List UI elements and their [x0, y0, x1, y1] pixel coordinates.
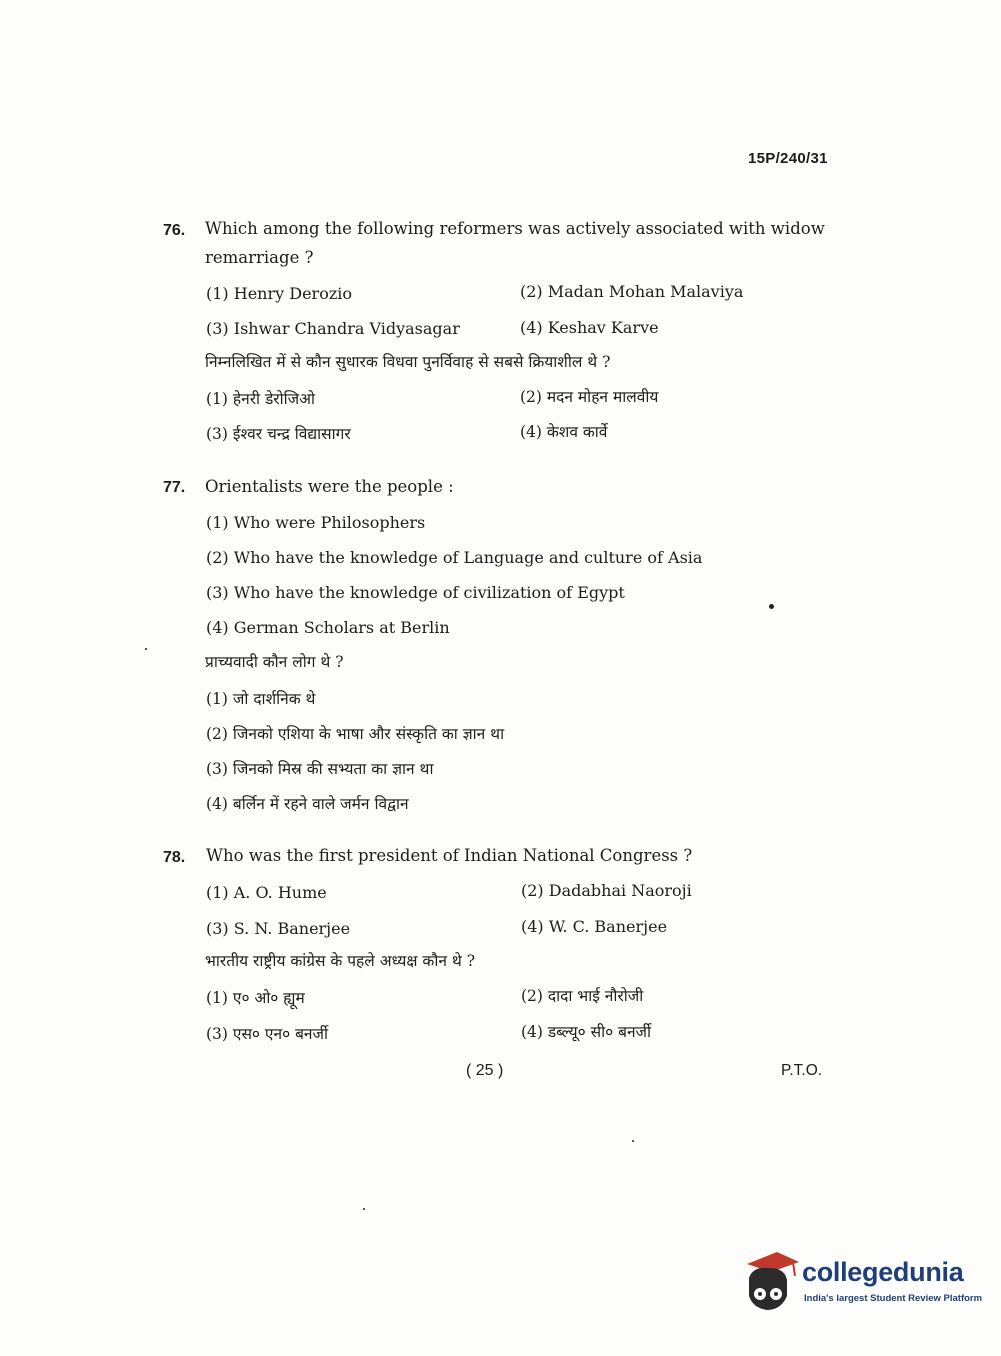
option-hi-1: (1) जो दार्शनिक थे — [206, 690, 316, 708]
option-en-2: (2) Who have the knowledge of Language and culture of Asia — [206, 548, 703, 567]
pto-label: P.T.O. — [781, 1062, 823, 1079]
option-en-4: (4) German Scholars at Berlin — [206, 618, 450, 637]
question-number: 77. — [163, 479, 186, 496]
option-en-1: (1) Who were Philosophers — [206, 513, 426, 532]
brand-name: collegedunia — [802, 1257, 964, 1287]
option-hi-3: (3) जिनको मिस्र की सभ्यता का ज्ञान था — [206, 760, 434, 778]
paper-code: 15P/240/31 — [748, 150, 828, 167]
scan-speck — [363, 1208, 365, 1210]
option-en-2: (2) Madan Mohan Malaviya — [520, 282, 744, 301]
option-hi-1: (1) ए० ओ० ह्यूम — [206, 989, 305, 1007]
option-en-4: (4) Keshav Karve — [520, 318, 659, 337]
option-hi-1: (1) हेनरी डेरोजिओ — [206, 390, 316, 408]
option-hi-4: (4) केशव कार्वे — [520, 423, 608, 441]
mascot-icon — [741, 1250, 801, 1314]
option-en-3: (3) Who have the knowledge of civilization of Egypt — [206, 583, 625, 602]
question-number: 78. — [163, 849, 186, 866]
option-en-1: (1) Henry Derozio — [206, 284, 353, 303]
scan-speck — [632, 1140, 634, 1142]
brand-tagline: India's largest Student Review Platform — [804, 1293, 983, 1304]
question-text-en: Which among the following reformers was actively associated with widow — [205, 219, 825, 238]
option-hi-3: (3) एस० एन० बनर्जी — [206, 1025, 329, 1043]
option-en-2: (2) Dadabhai Naoroji — [521, 881, 692, 900]
option-hi-4: (4) बर्लिन में रहने वाले जर्मन विद्वान — [206, 795, 409, 813]
question-number: 76. — [163, 222, 186, 239]
question-text-en: Orientalists were the people : — [205, 477, 454, 496]
option-hi-2: (2) जिनको एशिया के भाषा और संस्कृति का ज्ञान था — [206, 725, 505, 743]
option-hi-4: (4) डब्ल्यू० सी० बनर्जी — [521, 1023, 652, 1041]
question-text-en-cont: remarriage ? — [205, 248, 314, 267]
page-number: ( 25 ) — [466, 1062, 504, 1079]
question-text-hi: निम्नलिखित में से कौन सुधारक विधवा पुनर्विवाह से सबसे क्रियाशील थे ? — [205, 353, 611, 371]
option-hi-3: (3) ईश्वर चन्द्र विद्यासागर — [206, 425, 351, 443]
option-en-4: (4) W. C. Banerjee — [521, 917, 668, 936]
scan-speck — [145, 648, 147, 650]
option-en-3: (3) S. N. Banerjee — [206, 919, 351, 938]
option-hi-2: (2) दादा भाई नौरोजी — [521, 987, 644, 1005]
question-text-en: Who was the first president of Indian National Congress ? — [206, 846, 693, 865]
question-text-hi: भारतीय राष्ट्रीय कांग्रेस के पहले अध्यक्ष कौन थे ? — [205, 952, 476, 970]
question-text-hi: प्राच्यवादी कौन लोग थे ? — [205, 653, 344, 671]
option-en-3: (3) Ishwar Chandra Vidyasagar — [206, 319, 460, 338]
option-hi-2: (2) मदन मोहन मालवीय — [520, 388, 659, 406]
scan-speck — [769, 604, 774, 609]
watermark-logo — [741, 1250, 983, 1314]
option-en-1: (1) A. O. Hume — [206, 883, 327, 902]
